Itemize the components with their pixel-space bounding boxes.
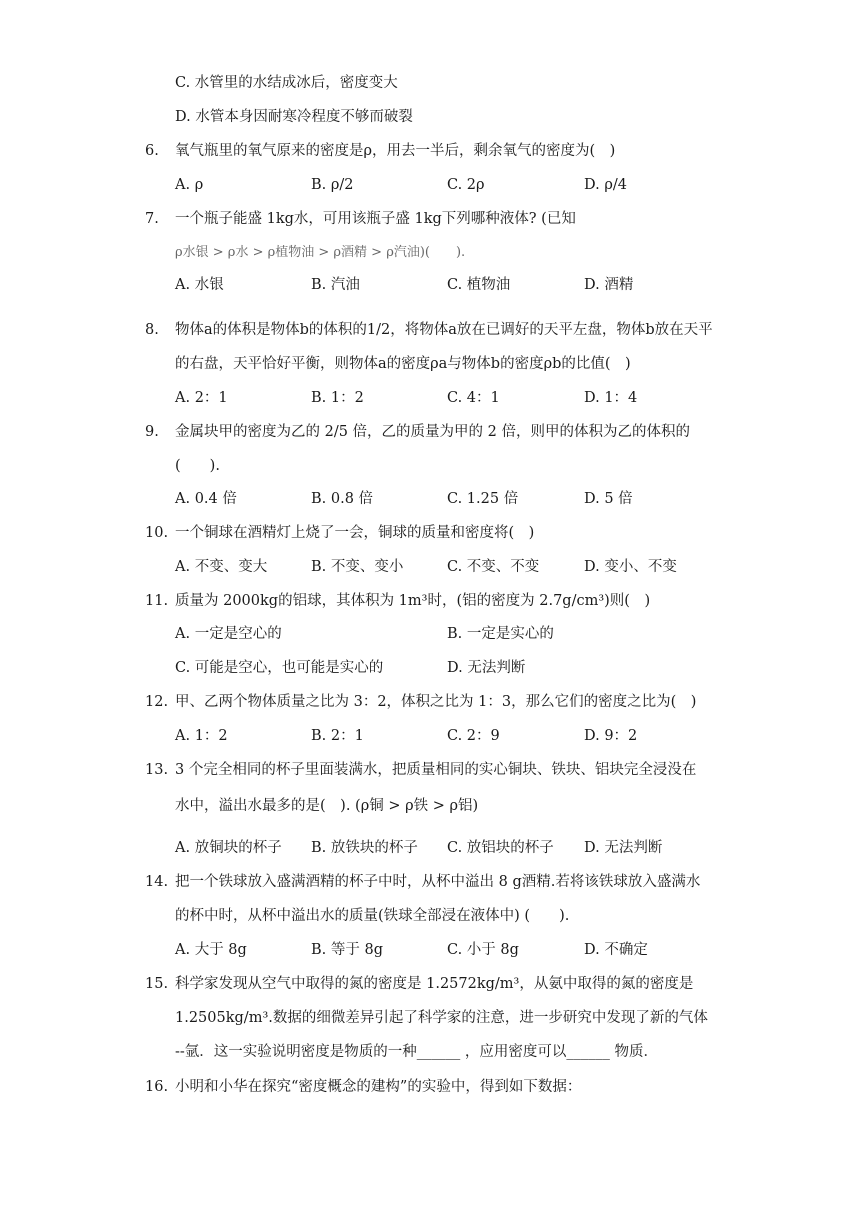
q11-option-c: C. 可能是空心，也可能是实心的 (175, 660, 384, 676)
q7-option-d: D. 酒精 (584, 277, 634, 293)
q5-option-d: D. 水管本身因耐寒冷程度不够而破裂 (175, 109, 413, 125)
q11-option-d: D. 无法判断 (447, 660, 526, 676)
q11-option-b: B. 一定是实心的 (447, 626, 554, 642)
q9-option-d: D. 5 倍 (584, 491, 633, 507)
q16-stem: 小明和小华在探究“密度概念的建构”的实验中，得到如下数据： (175, 1079, 582, 1095)
q8-option-b: B. 1：2 (311, 390, 364, 406)
q9-option-a: A. 0.4 倍 (175, 491, 237, 507)
q15-stem-line2: 1.2505kg/m³.数据的细微差异引起了科学家的注意，进一步研究中发现了新的气体 (175, 1010, 708, 1026)
q15-stem-line3: --氩．这一实验说明密度是物质的一种______ ，应用密度可以______ 物质． (175, 1044, 659, 1060)
q6-option-d: D. ρ/4 (584, 177, 627, 193)
q12-option-a: A. 1：2 (175, 728, 228, 744)
q13-stem-line1: 3 个完全相同的杯子里面装满水，把质量相同的实心铜块、铁块、铝块完全浸没在 (175, 762, 697, 778)
q12-stem: 甲、乙两个物体质量之比为 3：2，体积之比为 1：3，那么它们的密度之比为( ) (175, 694, 697, 710)
q6-number: 6. (145, 143, 159, 159)
q5-option-c: C. 水管里的水结成冰后，密度变大 (175, 75, 398, 91)
q6-option-a: A. ρ (175, 177, 204, 193)
q12-option-d: D. 9：2 (584, 728, 638, 744)
q7-stem-line1: 一个瓶子能盛 1kg水，可用该瓶子盛 1kg下列哪种液体? (已知 (175, 211, 576, 227)
q11-stem: 质量为 2000kg的铝球，其体积为 1m³时，(铝的密度为 2.7g/cm³)则( ) (175, 593, 651, 609)
q13-option-d: D. 无法判断 (584, 840, 663, 856)
q10-stem: 一个铜球在酒精灯上烧了一会，铜球的质量和密度将( ) (175, 525, 535, 541)
q11-number: 11. (145, 593, 169, 609)
q10-option-c: C. 不变、不变 (447, 559, 540, 575)
q14-number: 14. (145, 874, 169, 890)
q7-option-c: C. 植物油 (447, 277, 511, 293)
q6-option-c: C. 2ρ (447, 177, 485, 193)
q8-option-c: C. 4：1 (447, 390, 500, 406)
q11-option-a: A. 一定是空心的 (175, 626, 282, 642)
q9-number: 9. (145, 424, 159, 440)
q6-stem: 氧气瓶里的氧气原来的密度是ρ，用去一半后，剩余氧气的密度为( ) (175, 143, 616, 159)
q14-stem-line2: 的杯中时，从杯中溢出水的质量(铁球全部浸在液体中) ( ). (175, 908, 570, 924)
q10-option-b: B. 不变、变小 (311, 559, 404, 575)
q13-option-b: B. 放铁块的杯子 (311, 840, 418, 856)
q8-option-d: D. 1：4 (584, 390, 638, 406)
q14-option-c: C. 小于 8g (447, 942, 519, 958)
q13-stem-line2: 水中，溢出水最多的是( ). (ρ铜 > ρ铁 > ρ铝) (175, 798, 479, 814)
q9-stem-line1: 金属块甲的密度为乙的 2/5 倍，乙的质量为甲的 2 倍，则甲的体积为乙的体积的 (175, 424, 690, 440)
q13-option-a: A. 放铜块的杯子 (175, 840, 282, 856)
q10-option-a: A. 不变、变大 (175, 559, 268, 575)
q10-number: 10. (145, 525, 169, 541)
q13-option-c: C. 放铝块的杯子 (447, 840, 554, 856)
q9-stem-line2: ( ). (175, 458, 220, 474)
q7-stem-line2: ρ水银 > ρ水 > ρ植物油 > ρ酒精 > ρ汽油)( ). (175, 245, 466, 260)
q10-option-d: D. 变小、不变 (584, 559, 677, 575)
q9-option-b: B. 0.8 倍 (311, 491, 374, 507)
q14-option-d: D. 不确定 (584, 942, 648, 958)
q14-option-a: A. 大于 8g (175, 942, 247, 958)
q14-stem-line1: 把一个铁球放入盛满酒精的杯子中时，从杯中溢出 8 g酒精.若将该铁球放入盛满水 (175, 874, 701, 890)
q13-number: 13. (145, 762, 169, 778)
q14-option-b: B. 等于 8g (311, 942, 383, 958)
q9-option-c: C. 1.25 倍 (447, 491, 519, 507)
q7-number: 7. (145, 211, 159, 227)
q8-option-a: A. 2：1 (175, 390, 228, 406)
q7-option-b: B. 汽油 (311, 277, 360, 293)
q8-number: 8. (145, 322, 159, 338)
q15-stem-line1: 科学家发现从空气中取得的氮的密度是 1.2572kg/m³，从氨中取得的氮的密度是 (175, 976, 694, 992)
q12-number: 12. (145, 694, 169, 710)
q8-stem-line1: 物体a的体积是物体b的体积的1/2，将物体a放在已调好的天平左盘，物体b放在天平 (175, 322, 713, 338)
q12-option-b: B. 2：1 (311, 728, 364, 744)
q6-option-b: B. ρ/2 (311, 177, 354, 193)
q8-stem-line2: 的右盘，天平恰好平衡，则物体a的密度ρa与物体b的密度ρb的比值( ) (175, 356, 631, 372)
q16-number: 16. (145, 1079, 169, 1095)
q15-number: 15. (145, 976, 169, 992)
q7-option-a: A. 水银 (175, 277, 224, 293)
q12-option-c: C. 2：9 (447, 728, 500, 744)
